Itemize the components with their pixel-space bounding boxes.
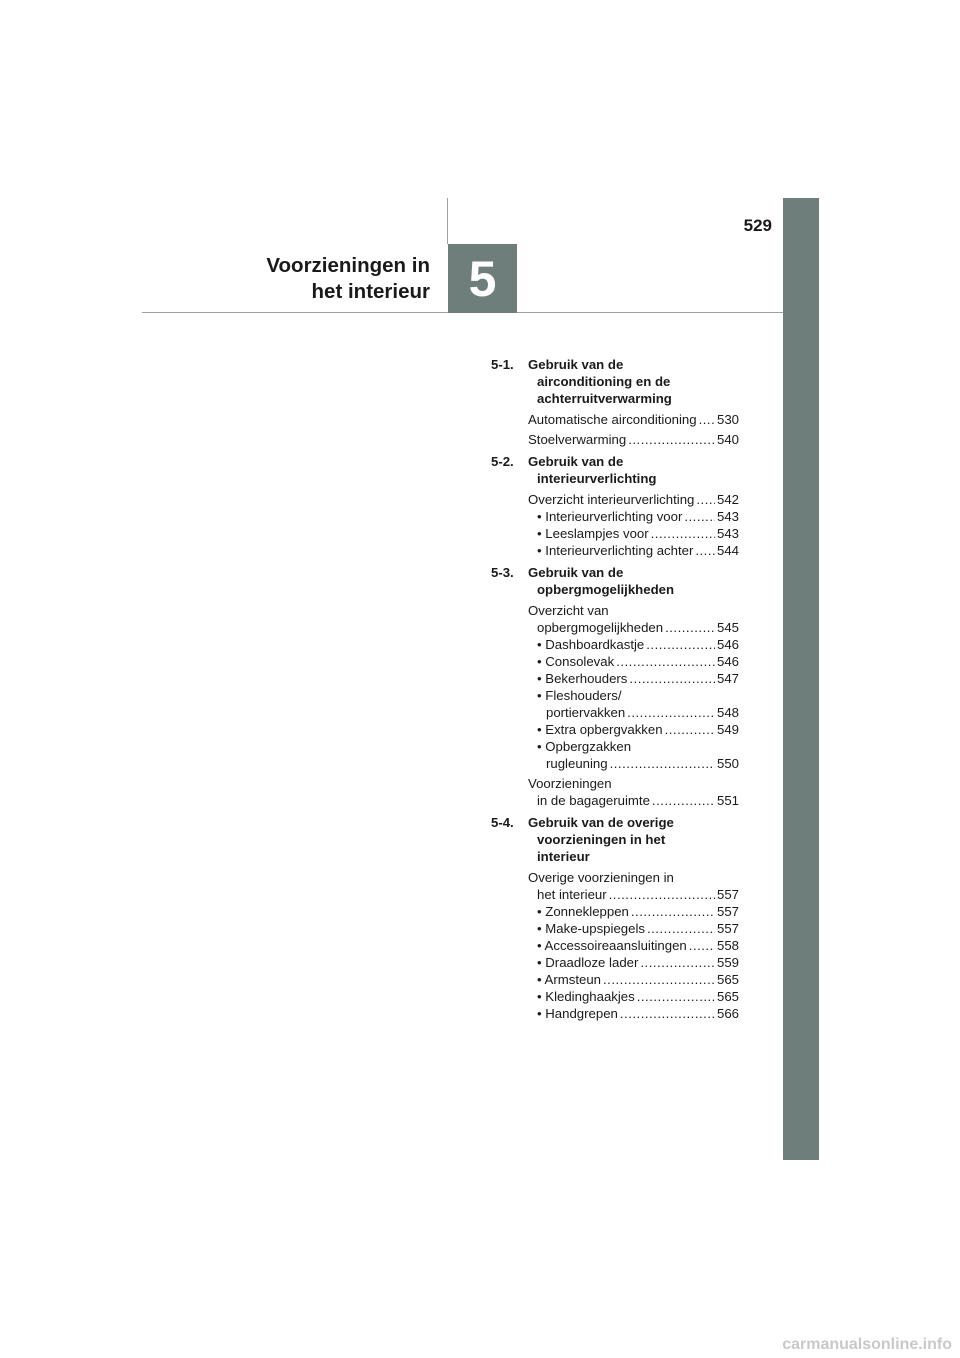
dot-leader [695, 542, 715, 559]
dot-leader [646, 636, 715, 653]
toc-subentry-label: • Interieurverlichting achter [537, 543, 694, 558]
toc-entry-page-number: 557 [716, 887, 739, 902]
toc-entry-page-number: 530 [716, 412, 739, 427]
toc-subentry-line[interactable] [537, 937, 739, 954]
toc-entry-label: Automatische airconditioning [528, 412, 697, 427]
section-heading[interactable] [491, 453, 739, 487]
toc-subentry-label: rugleuning [546, 756, 608, 771]
toc-entry-line[interactable] [528, 491, 739, 508]
header-vertical-rule [447, 198, 448, 244]
toc-section [491, 564, 739, 809]
toc-subentry-label: • Opbergzakken [537, 739, 632, 754]
toc-subentry-page-number: 546 [716, 637, 739, 652]
toc-subentry [528, 988, 739, 1005]
toc-subentry [528, 721, 739, 738]
toc-subentry-label: • Zonnekleppen [537, 904, 629, 919]
chapter-number: 5 [468, 250, 497, 307]
toc-subentry-page-number: 544 [716, 543, 739, 558]
toc-entry-label: Stoelverwarming [528, 432, 627, 447]
dot-leader [696, 491, 715, 508]
toc-subentry-page-number: 565 [716, 989, 739, 1004]
toc-subentry-page-number: 558 [716, 938, 739, 953]
toc-subentry-line[interactable] [537, 704, 739, 721]
toc-entry-line [528, 602, 739, 619]
toc-subentry-line[interactable] [537, 653, 739, 670]
toc-subentry-label: • Bekerhouders [537, 671, 628, 686]
chapter-title-line-2: het interieur [311, 280, 430, 303]
dot-leader [689, 937, 715, 954]
section-title [528, 814, 739, 865]
toc-entry-line[interactable] [528, 886, 739, 903]
toc-entry-page-number: 551 [716, 793, 739, 808]
section-number: 5-4. [491, 815, 514, 830]
table-of-contents [491, 356, 739, 1022]
toc-subentry [528, 653, 739, 670]
toc-subentry-label: portiervakken [546, 705, 626, 720]
section-title-line: Gebruik van de [528, 454, 624, 469]
toc-subentry [528, 971, 739, 988]
dot-leader [651, 525, 715, 542]
dot-leader [699, 411, 715, 428]
section-title-line: interieur [537, 849, 590, 864]
watermark-footer: carmanualsonline.info [782, 1336, 952, 1353]
toc-entry-line[interactable] [528, 792, 739, 809]
toc-subentry-label: • Make-upspiegels [537, 921, 645, 936]
toc-subentry-line[interactable] [537, 525, 739, 542]
toc-subentry-label: • Extra opbergvakken [537, 722, 663, 737]
toc-entry-line [528, 775, 739, 792]
chapter-number-box [448, 244, 517, 313]
dot-leader [665, 721, 715, 738]
section-number: 5-1. [491, 357, 514, 372]
toc-entry [491, 602, 739, 772]
toc-subentry-line [537, 738, 739, 755]
toc-entry-label: in de bagageruimte [537, 793, 650, 808]
toc-subentry-label: • Consolevak [537, 654, 615, 669]
toc-subentry-page-number: 549 [716, 722, 739, 737]
section-title-line: voorzieningen in het [537, 832, 666, 847]
dot-leader [647, 920, 715, 937]
toc-subentry [528, 542, 739, 559]
toc-subentry-label: • Fleshouders/ [537, 688, 622, 703]
dot-leader [616, 653, 715, 670]
toc-subentry-label: • Handgrepen [537, 1006, 618, 1021]
toc-entry-line [528, 869, 739, 886]
toc-entry-label: Voorzieningen [528, 776, 612, 791]
toc-subentry [528, 954, 739, 971]
toc-entry-label: Overzicht interieurverlichting [528, 492, 695, 507]
section-title-line: opbergmogelijkheden [537, 582, 675, 597]
toc-subentry [528, 525, 739, 542]
toc-subentry-line[interactable] [537, 903, 739, 920]
toc-subentry [528, 903, 739, 920]
toc-subentry [528, 508, 739, 525]
toc-entry-line[interactable] [528, 411, 739, 428]
toc-subentry-page-number: 543 [716, 509, 739, 524]
toc-entry-label: Overzicht van [528, 603, 609, 618]
dot-leader [684, 508, 715, 525]
toc-entry-page-number: 545 [716, 620, 739, 635]
toc-subentry-line [537, 687, 739, 704]
toc-subentry-line[interactable] [537, 636, 739, 653]
toc-subentry-label: • Accessoireaansluitingen [537, 938, 687, 953]
chapter-title [200, 253, 430, 305]
dot-leader [652, 792, 715, 809]
toc-subentry-line[interactable] [537, 721, 739, 738]
toc-subentry-line[interactable] [537, 920, 739, 937]
section-heading[interactable] [491, 356, 739, 407]
toc-subentry-page-number: 565 [716, 972, 739, 987]
dot-leader [603, 971, 715, 988]
toc-entry-label: het interieur [537, 887, 607, 902]
page-number: 529 [743, 216, 772, 235]
toc-subentry-line[interactable] [537, 1005, 739, 1022]
toc-subentry-page-number: 557 [716, 921, 739, 936]
section-title-line: Gebruik van de overige [528, 815, 674, 830]
toc-subentry-label: • Draadloze lader [537, 955, 639, 970]
section-title [528, 564, 739, 598]
toc-entry-page-number: 542 [716, 492, 739, 507]
toc-entry-line[interactable] [528, 619, 739, 636]
dot-leader [610, 755, 715, 772]
chapter-tab-bar [783, 198, 819, 1160]
toc-entry [491, 869, 739, 1022]
dot-leader [665, 619, 715, 636]
toc-subentry [528, 636, 739, 653]
section-number: 5-3. [491, 565, 514, 580]
toc-entry-line[interactable] [528, 431, 739, 448]
section-heading[interactable] [491, 814, 739, 865]
toc-subentry-line[interactable] [537, 755, 739, 772]
toc-subentry-page-number: 543 [716, 526, 739, 541]
toc-subentry [528, 1005, 739, 1022]
dot-leader [640, 954, 715, 971]
toc-subentry-page-number: 559 [716, 955, 739, 970]
section-title-line: airconditioning en de [537, 374, 671, 389]
toc-subentry-page-number: 557 [716, 904, 739, 919]
section-title-line: Gebruik van de [528, 357, 624, 372]
toc-subentry-label: • Leeslampjes voor [537, 526, 649, 541]
toc-entry [491, 411, 739, 428]
toc-section [491, 356, 739, 448]
toc-subentry-page-number: 546 [716, 654, 739, 669]
section-title [528, 356, 739, 407]
toc-subentry [528, 738, 739, 772]
toc-entry [491, 775, 739, 809]
toc-entry-label: Overige voorzieningen in [528, 870, 674, 885]
dot-leader [620, 1005, 715, 1022]
section-title [528, 453, 739, 487]
toc-subentry [528, 920, 739, 937]
toc-subentry-line[interactable] [537, 971, 739, 988]
toc-subentry-line[interactable] [537, 670, 739, 687]
toc-subentry [528, 937, 739, 954]
toc-section [491, 814, 739, 1022]
section-title-line: interieurverlichting [537, 471, 657, 486]
dot-leader [609, 886, 715, 903]
dot-leader [631, 903, 715, 920]
section-title-line: Gebruik van de [528, 565, 624, 580]
dot-leader [627, 704, 715, 721]
section-title-line: achterruitverwarming [537, 391, 672, 406]
toc-section [491, 453, 739, 559]
toc-subentry-line[interactable] [537, 508, 739, 525]
dot-leader [629, 670, 715, 687]
toc-subentry-label: • Kledinghaakjes [537, 989, 635, 1004]
toc-subentry-page-number: 547 [716, 671, 739, 686]
chapter-title-line-1: Voorzieningen in [266, 254, 430, 277]
dot-leader [628, 431, 715, 448]
toc-subentry [528, 687, 739, 721]
section-heading[interactable] [491, 564, 739, 598]
toc-subentry-page-number: 550 [716, 756, 739, 771]
toc-entry [491, 491, 739, 559]
toc-entry-page-number: 540 [716, 432, 739, 447]
toc-subentry-line[interactable] [537, 954, 739, 971]
dot-leader [637, 988, 715, 1005]
toc-subentry [528, 670, 739, 687]
toc-subentry-page-number: 566 [716, 1006, 739, 1021]
toc-subentry-label: • Interieurverlichting voor [537, 509, 683, 524]
toc-subentry-line[interactable] [537, 988, 739, 1005]
toc-subentry-label: • Armsteun [537, 972, 601, 987]
toc-entry [491, 431, 739, 448]
section-number: 5-2. [491, 454, 514, 469]
toc-subentry-label: • Dashboardkastje [537, 637, 645, 652]
toc-entry-label: opbergmogelijkheden [537, 620, 664, 635]
toc-subentry-page-number: 548 [716, 705, 739, 720]
toc-subentry-line[interactable] [537, 542, 739, 559]
